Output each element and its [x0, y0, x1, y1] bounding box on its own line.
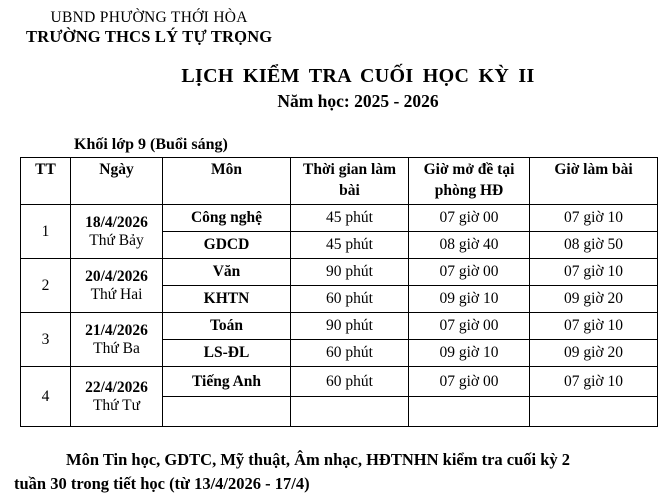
weekday-text: Thứ Bảy [89, 232, 144, 249]
subject-cell: LS-ĐL [163, 340, 291, 367]
duration-cell: 45 phút [291, 232, 409, 259]
col-header-subject: Môn [163, 158, 291, 205]
duration-cell: 45 phút [291, 205, 409, 232]
weekday-text: Thứ Hai [90, 286, 143, 303]
open-time-cell: 07 giờ 00 [409, 367, 530, 397]
tt-cell: 3 [21, 313, 71, 367]
start-time-cell: 07 giờ 10 [530, 313, 658, 340]
col-header-start-time: Giờ làm bài [530, 158, 658, 205]
col-header-tt: TT [21, 158, 71, 205]
school-year-subtitle: Năm học: 2025 - 2026 [277, 91, 439, 111]
table-row [21, 259, 658, 286]
subject-cell: Toán [163, 313, 291, 340]
date-text: 20/4/2026 [85, 267, 148, 285]
start-time-cell [530, 397, 658, 427]
duration-cell: 60 phút [291, 286, 409, 313]
table-row [21, 367, 658, 397]
footer-note: Môn Tin học, GDTC, Mỹ thuật, Âm nhạc, HĐTNHN kiểm tra cuối kỳ 2 tuần 30 trong tiết học (từ 13/4/2026 - 17/4) [14, 450, 571, 493]
open-time-cell: 09 giờ 10 [409, 286, 530, 313]
date-text: 22/4/2026 [85, 378, 148, 396]
date-cell [71, 367, 163, 427]
weekday-text: Thứ Tư [92, 397, 141, 414]
subject-cell [163, 397, 291, 427]
title-block [56, 65, 660, 112]
organization-header [26, 9, 272, 47]
org-parent-name: UBND PHƯỜNG THỚI HÒA [50, 9, 248, 26]
duration-cell: 90 phút [291, 313, 409, 340]
subject-cell: Văn [163, 259, 291, 286]
duration-cell [291, 397, 409, 427]
date-cell [71, 313, 163, 367]
col-header-open-time: Giờ mở đề tại phòng HĐ [409, 158, 530, 205]
duration-cell: 60 phút [291, 340, 409, 367]
start-time-cell: 09 giờ 20 [530, 286, 658, 313]
open-time-cell: 07 giờ 00 [409, 259, 530, 286]
tt-cell: 1 [21, 205, 71, 259]
exam-schedule-table [20, 157, 658, 427]
duration-cell: 60 phút [291, 367, 409, 397]
open-time-cell: 09 giờ 10 [409, 340, 530, 367]
table-header-row [21, 158, 658, 205]
start-time-cell: 07 giờ 10 [530, 259, 658, 286]
open-time-cell: 08 giờ 40 [409, 232, 530, 259]
start-time-cell: 07 giờ 10 [530, 205, 658, 232]
tt-cell: 4 [21, 367, 71, 427]
subject-cell: Công nghệ [163, 205, 291, 232]
open-time-cell: 07 giờ 00 [409, 205, 530, 232]
subject-cell: GDCD [163, 232, 291, 259]
grade-section-label: Khối lớp 9 (Buổi sáng) [74, 136, 228, 153]
date-cell [71, 205, 163, 259]
open-time-cell [409, 397, 530, 427]
start-time-cell: 07 giờ 10 [530, 367, 658, 397]
table-row [21, 205, 658, 232]
start-time-cell: 09 giờ 20 [530, 340, 658, 367]
start-time-cell: 08 giờ 50 [530, 232, 658, 259]
col-header-date: Ngày [71, 158, 163, 205]
tt-cell: 2 [21, 259, 71, 313]
weekday-text: Thứ Ba [93, 340, 140, 357]
date-text: 18/4/2026 [85, 213, 148, 231]
open-time-cell: 07 giờ 00 [409, 313, 530, 340]
col-header-duration: Thời gian làm bài [291, 158, 409, 205]
date-cell [71, 259, 163, 313]
subject-cell: Tiếng Anh [163, 367, 291, 397]
duration-cell: 90 phút [291, 259, 409, 286]
document-title: LỊCH KIỂM TRA CUỐI HỌC KỲ II [181, 65, 535, 87]
table-row [21, 313, 658, 340]
school-name: TRƯỜNG THCS LÝ TỰ TRỌNG [26, 27, 273, 46]
date-text: 21/4/2026 [85, 321, 148, 339]
subject-cell: KHTN [163, 286, 291, 313]
